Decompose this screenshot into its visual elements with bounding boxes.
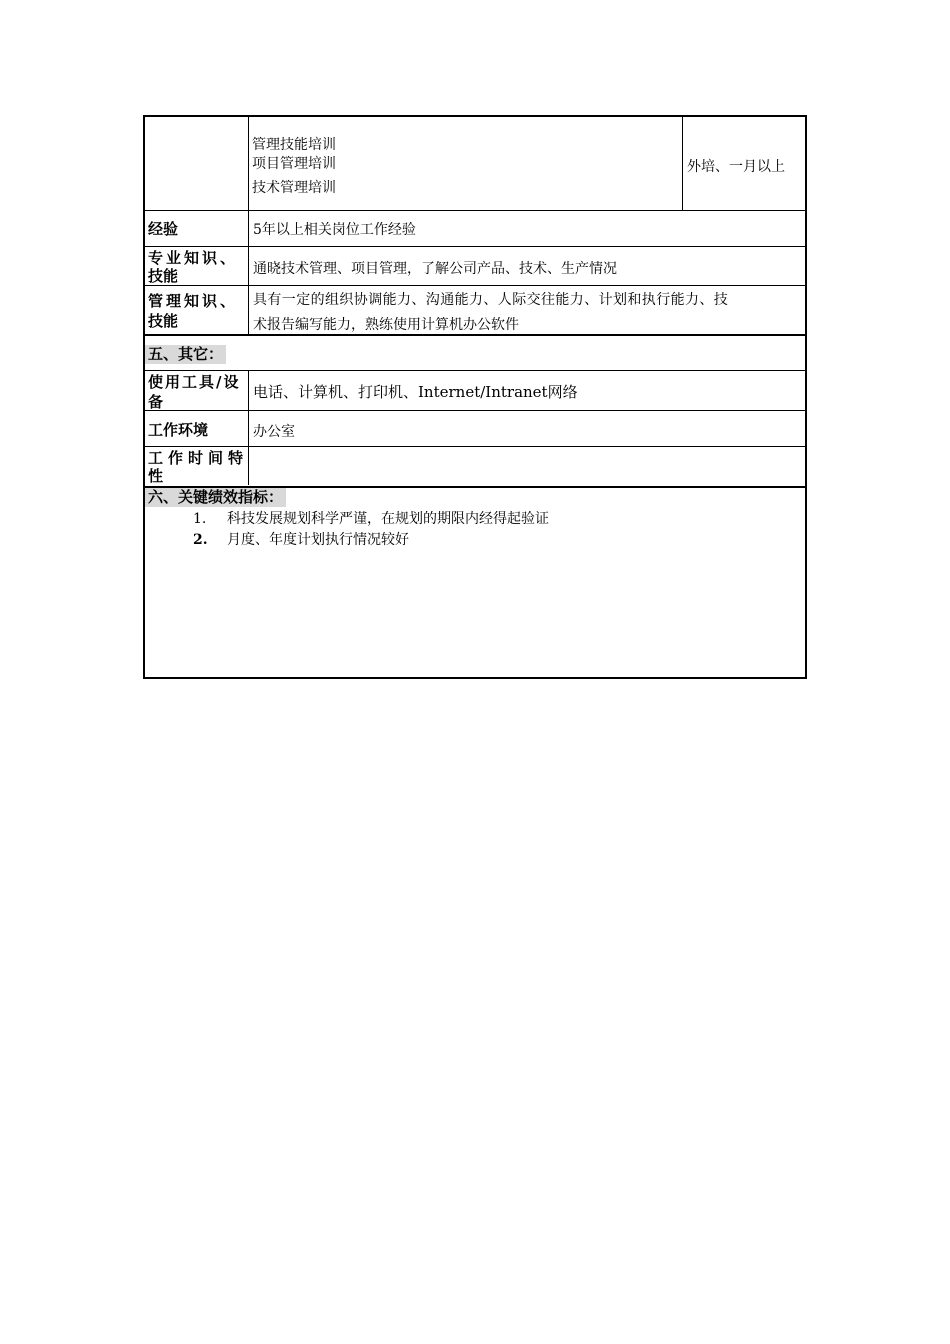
work-time-label: 工作时间特: [148, 449, 249, 467]
work-time-label-cont: 性: [148, 467, 164, 485]
experience-value: 5年以上相关岗位工作经验: [253, 222, 416, 238]
label-col-divider: [248, 211, 249, 336]
professional-label: 专业知识、: [148, 249, 239, 267]
management-value-line1: 具有一定的组织协调能力、沟通能力、人际交往能力、计划和执行能力、技: [253, 292, 729, 308]
training-item: 技术管理培训: [252, 180, 336, 196]
environment-value: 办公室: [253, 424, 295, 440]
tools-label: 使用工具/设: [148, 373, 241, 391]
kpi-text: 月度、年度计划执行情况较好: [227, 532, 409, 548]
label-col-divider: [248, 371, 249, 485]
kpi-text: 科技发展规划科学严谨，在规划的期限内经得起验证: [227, 511, 549, 527]
kpi-number: 2.: [193, 532, 208, 548]
management-value-line2: 术报告编写能力，熟练使用计算机办公软件: [253, 317, 519, 333]
training-method: 外培、一月以上: [687, 159, 785, 175]
management-label: 管理知识、: [148, 292, 239, 310]
tools-label-cont: 备: [148, 393, 164, 411]
row-divider: [145, 285, 805, 286]
kpi-number: 1.: [193, 511, 207, 527]
row-divider: [145, 410, 805, 411]
experience-label: 经验: [148, 220, 179, 238]
job-description-table: [143, 115, 807, 679]
row-divider: [145, 370, 805, 371]
professional-label-cont: 技能: [148, 267, 179, 285]
tools-value: 电话、计算机、打印机、Internet/Intranet网络: [253, 383, 578, 401]
section-six-title: 六、关键绩效指标：: [145, 488, 286, 507]
professional-value: 通晓技术管理、项目管理，了解公司产品、技术、生产情况: [253, 261, 617, 277]
row-divider: [145, 210, 805, 211]
row-divider: [145, 446, 805, 447]
training-col-divider-left: [248, 117, 249, 211]
training-col-divider-right: [682, 117, 683, 211]
training-item: 管理技能培训: [252, 137, 336, 153]
training-item: 项目管理培训: [252, 156, 336, 172]
section-divider: [145, 334, 805, 336]
section-five-title: 五、其它：: [145, 345, 226, 364]
management-label-cont: 技能: [148, 312, 179, 330]
row-divider: [145, 246, 805, 247]
environment-label: 工作环境: [148, 421, 209, 439]
